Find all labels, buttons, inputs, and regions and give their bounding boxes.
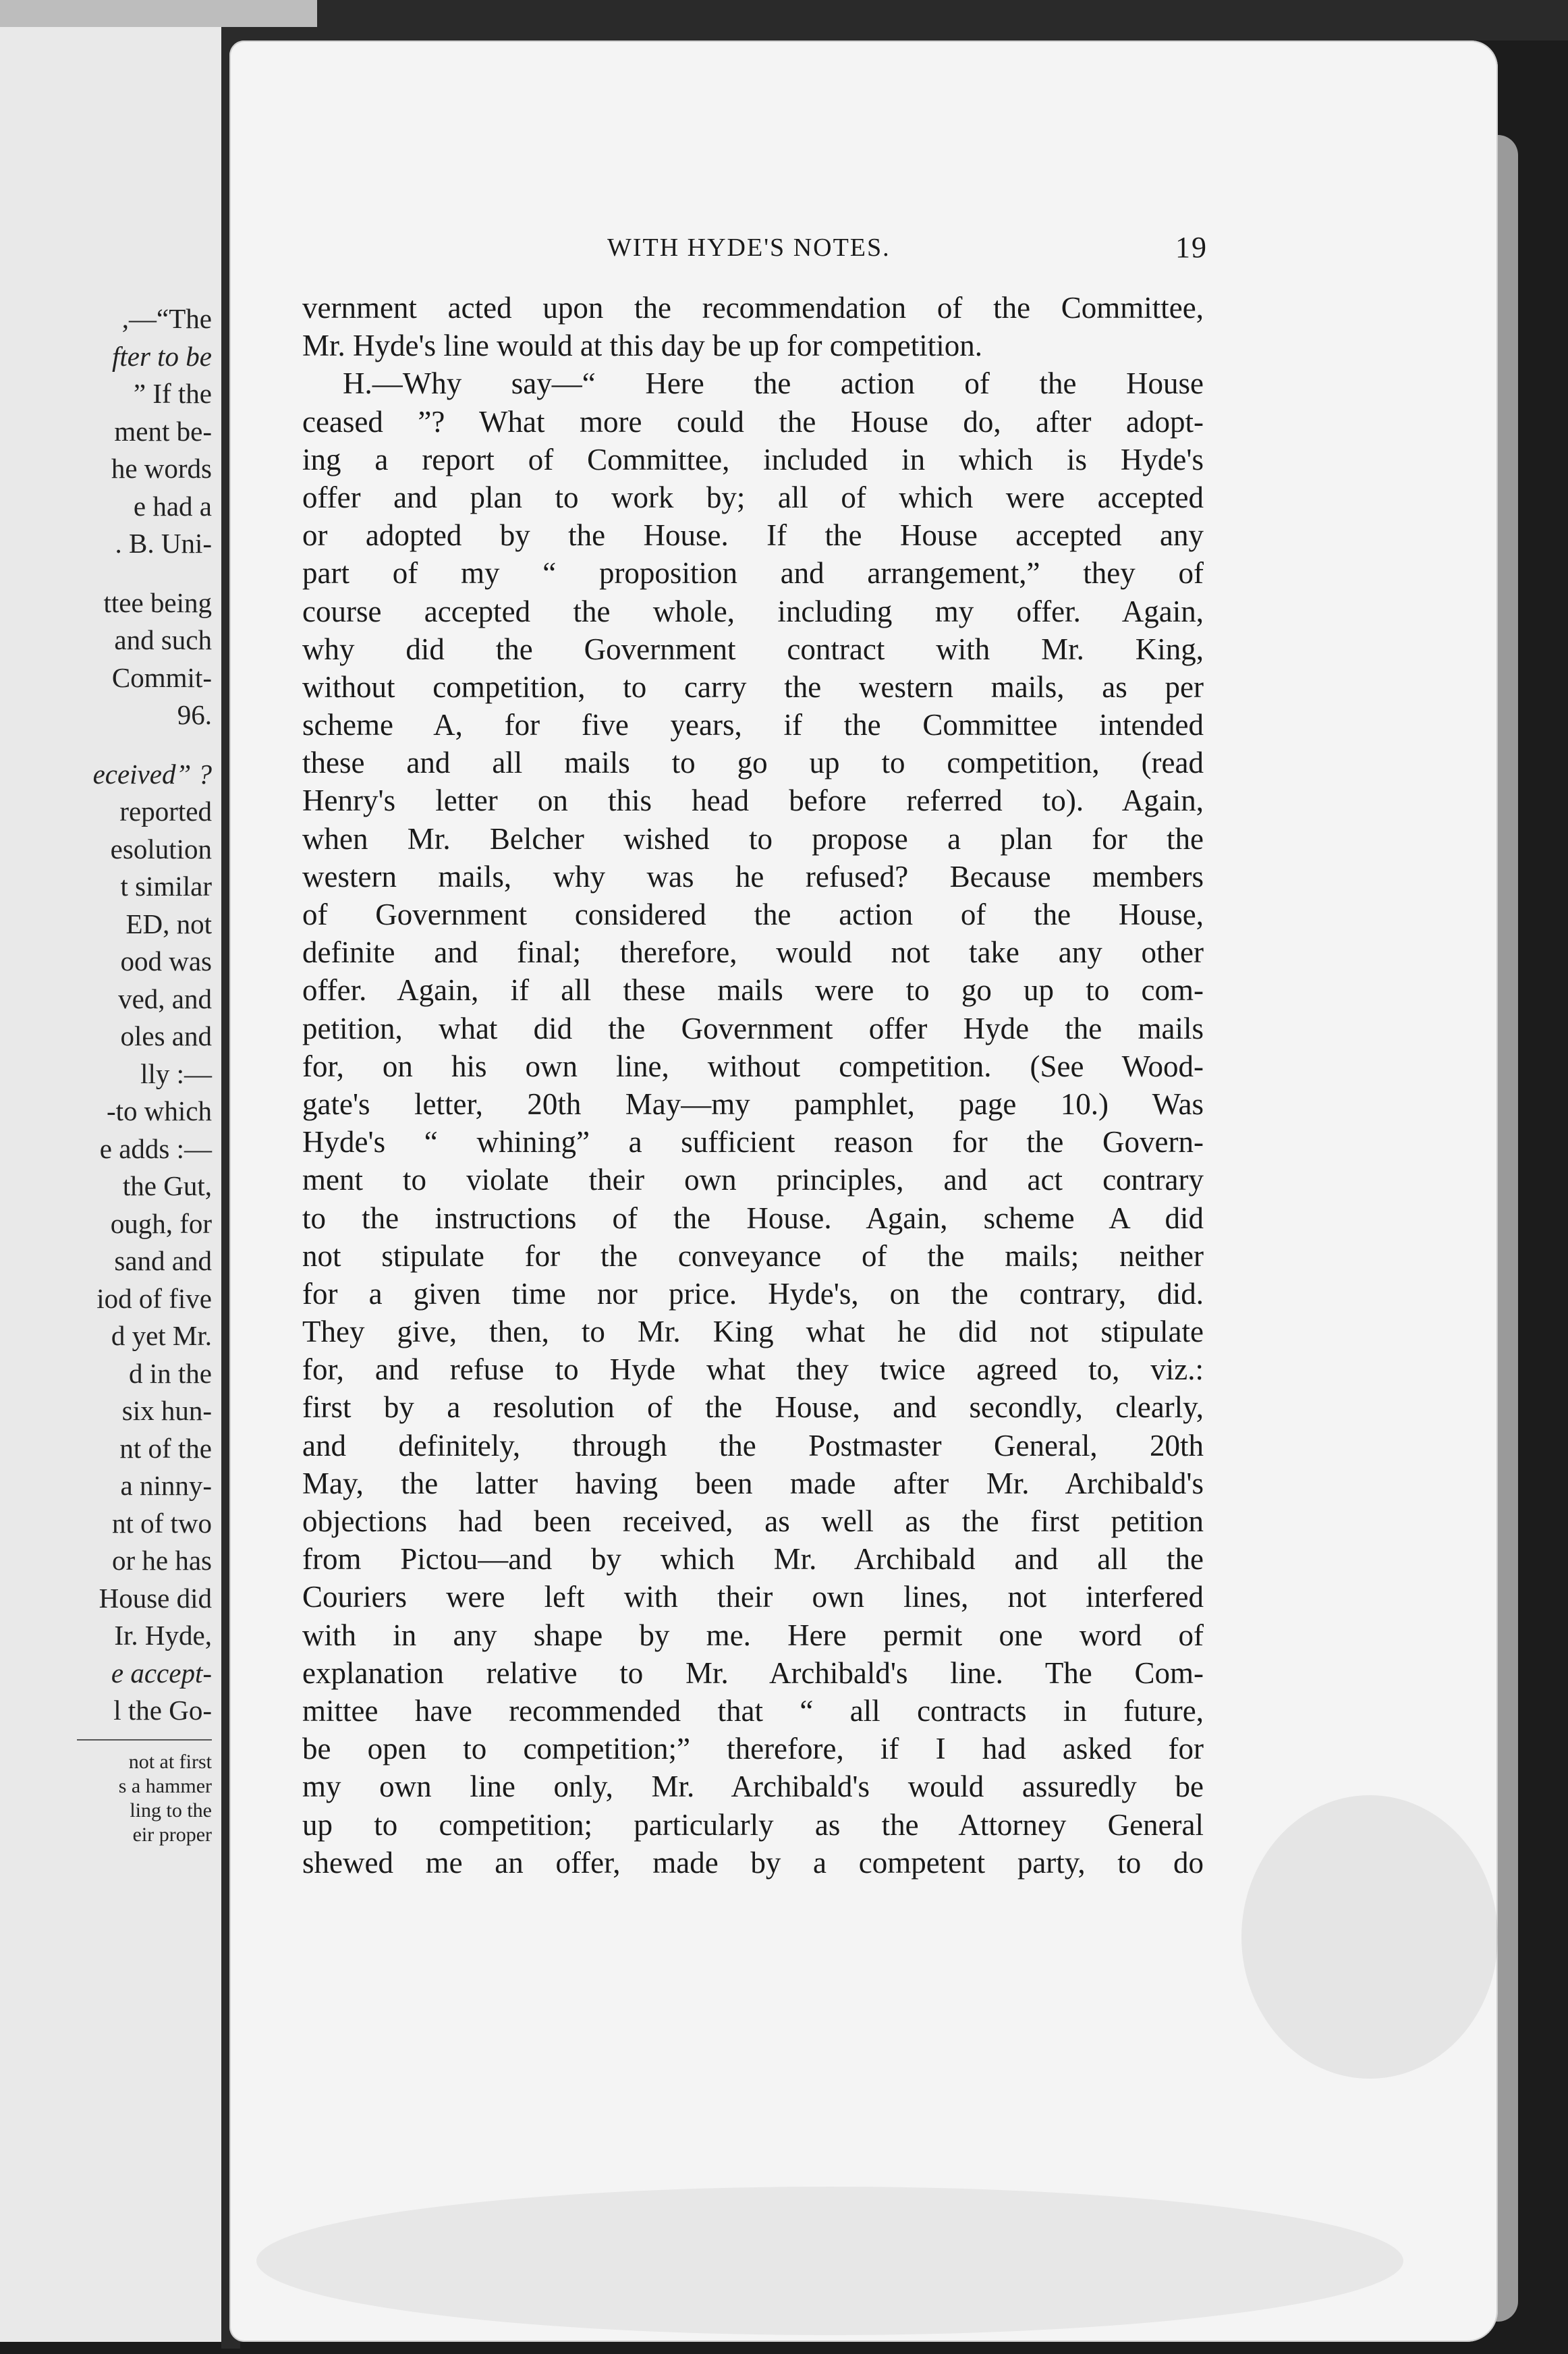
left-line: nt of two — [111, 1507, 212, 1539]
body-line: Hyde's “ whining” a sufficient reason for the Govern- — [302, 1125, 1204, 1159]
left-line: . B. Uni- — [115, 528, 212, 559]
running-head: WITH HYDE'S NOTES. — [607, 234, 891, 262]
body-line: explanation relative to Mr. Archibald's line. The Com- — [302, 1655, 1204, 1690]
left-line: he words — [111, 453, 212, 484]
paper-stain — [256, 2187, 1403, 2335]
body-line: from Pictou—and by which Mr. Archibald and all the — [302, 1542, 1204, 1577]
left-line: six hun- — [121, 1395, 212, 1426]
body-line: ing a report of Committee, included in which is Hyde's — [302, 442, 1204, 476]
body-line: objections had been received, as well as the first petition — [302, 1504, 1204, 1538]
left-paragraph-gap — [0, 734, 212, 756]
body-line: of Government considered the action of the House, — [302, 898, 1204, 931]
body-line: with in any shape by me. Here permit one word of — [302, 1618, 1204, 1652]
left-line: oles and — [120, 1020, 212, 1051]
left-footnote-line: eir proper — [132, 1823, 212, 1846]
left-line: e adds :— — [99, 1132, 212, 1164]
page-number: 19 — [1175, 231, 1208, 264]
body-line: or adopted by the House. If the House accepted any — [302, 518, 1204, 553]
page-header — [378, 233, 1208, 273]
body-line: definite and final; therefore, would not take any other — [302, 935, 1204, 970]
body-line: why did the Government contract with Mr. King, — [302, 632, 1204, 666]
paper-stain — [1241, 1795, 1498, 2079]
body-line: for, and refuse to Hyde what they twice agreed to, viz.: — [302, 1352, 1204, 1387]
left-line: ood was — [120, 946, 212, 977]
body-line: gate's letter, 20th May—my pamphlet, page 10.) Was — [302, 1087, 1204, 1121]
left-line: ment be- — [114, 415, 212, 447]
body-line: shewed me an offer, made by a competent party, to do — [302, 1845, 1204, 1880]
body-line: petition, what did the Government offer Hyde the mails — [302, 1011, 1204, 1045]
body-line: ment to violate their own principles, and act contrary — [302, 1163, 1204, 1197]
left-line: esolution — [110, 833, 212, 865]
left-line: e accept- — [111, 1657, 212, 1689]
footnote-rule — [77, 1739, 212, 1741]
left-line: ,—“The — [121, 303, 212, 334]
body-line: for a given time nor price. Hyde's, on the contrary, did. — [302, 1276, 1204, 1311]
left-line: eceived” ? — [92, 758, 212, 790]
body-line: when Mr. Belcher wished to propose a plan for the — [302, 821, 1204, 856]
body-line: first by a resolution of the House, and secondly, clearly, — [302, 1390, 1204, 1425]
body-line: ceased ”? What more could the House do, after adopt- — [302, 404, 1204, 439]
left-line: Ir. Hyde, — [114, 1620, 212, 1651]
body-line: to the instructions of the House. Again, scheme A did — [302, 1201, 1204, 1235]
left-line: ved, and — [118, 983, 212, 1014]
left-line: or he has — [111, 1545, 212, 1576]
left-line: e had a — [133, 490, 212, 522]
left-line: nt of the — [119, 1432, 212, 1464]
body-line: my own line only, Mr. Archibald's would assuredly be — [302, 1770, 1204, 1804]
body-text — [302, 289, 1204, 1882]
left-line: ED, not — [125, 908, 212, 939]
left-line: d in the — [129, 1357, 212, 1389]
left-line: and such — [114, 624, 212, 655]
left-line: fter to be — [111, 340, 212, 372]
left-line: l the Go- — [113, 1695, 212, 1726]
body-line: these and all mails to go up to competition, (read — [302, 746, 1204, 780]
left-line: t similar — [120, 871, 212, 902]
left-page-text — [0, 300, 212, 1847]
body-line: mittee have recommended that “ all contracts in future, — [302, 1693, 1204, 1728]
left-line: House did — [99, 1582, 212, 1614]
left-paragraph-gap — [0, 563, 212, 584]
body-line: Couriers were left with their own lines, not interfered — [302, 1580, 1204, 1614]
left-line: d yet Mr. — [111, 1320, 212, 1351]
left-line: 96. — [177, 699, 212, 730]
body-line: and definitely, through the Postmaster General, 20th — [302, 1428, 1204, 1462]
body-line: without competition, to carry the western mails, as per — [302, 669, 1204, 704]
body-line: up to competition; particularly as the Attorney General — [302, 1807, 1204, 1842]
body-line: offer. Again, if all these mails were to go up to com- — [302, 973, 1204, 1008]
left-line: a ninny- — [120, 1470, 212, 1501]
left-line: reported — [119, 796, 212, 827]
left-line: -to which — [107, 1095, 212, 1126]
body-line: be open to competition;” therefore, if I had asked for — [302, 1732, 1204, 1766]
left-footnote-line: not at first — [128, 1750, 212, 1773]
left-line: ttee being — [103, 586, 212, 618]
left-line: lly :— — [140, 1058, 212, 1089]
left-line: iod of five — [96, 1282, 212, 1314]
left-line: the Gut, — [122, 1170, 212, 1201]
left-page — [0, 27, 223, 2342]
left-footnote-line: ling to the — [130, 1799, 212, 1822]
body-line: They give, then, to Mr. King what he did not stipulate — [302, 1315, 1204, 1349]
body-line: H.—Why say—“ Here the action of the House — [343, 366, 1204, 401]
left-line: ” If the — [133, 378, 212, 409]
body-line: vernment acted upon the recommendation of the Committee, — [302, 291, 1204, 325]
body-line: course accepted the whole, including my offer. Again, — [302, 594, 1204, 628]
body-line: western mails, why was he refused? Because members — [302, 859, 1204, 894]
body-line: scheme A, for five years, if the Committee intended — [302, 708, 1204, 742]
body-line: offer and plan to work by; all of which were accepted — [302, 480, 1204, 514]
binding-edge — [0, 0, 317, 27]
body-line: Henry's letter on this head before referred to). Again, — [302, 784, 1204, 818]
body-line: May, the latter having been made after Mr. Archibald's — [302, 1466, 1204, 1500]
body-line: Mr. Hyde's line would at this day be up for competition. — [302, 329, 982, 363]
left-footnote-line: s a hammer — [118, 1774, 212, 1797]
body-line: not stipulate for the conveyance of the mails; neither — [302, 1238, 1204, 1273]
body-line: for, on his own line, without competition. (See Wood- — [302, 1049, 1204, 1083]
left-line: sand and — [114, 1245, 212, 1276]
body-line: part of my “ proposition and arrangement,” they of — [302, 556, 1204, 591]
left-line: ough, for — [110, 1207, 212, 1239]
left-line: Commit- — [111, 661, 212, 693]
